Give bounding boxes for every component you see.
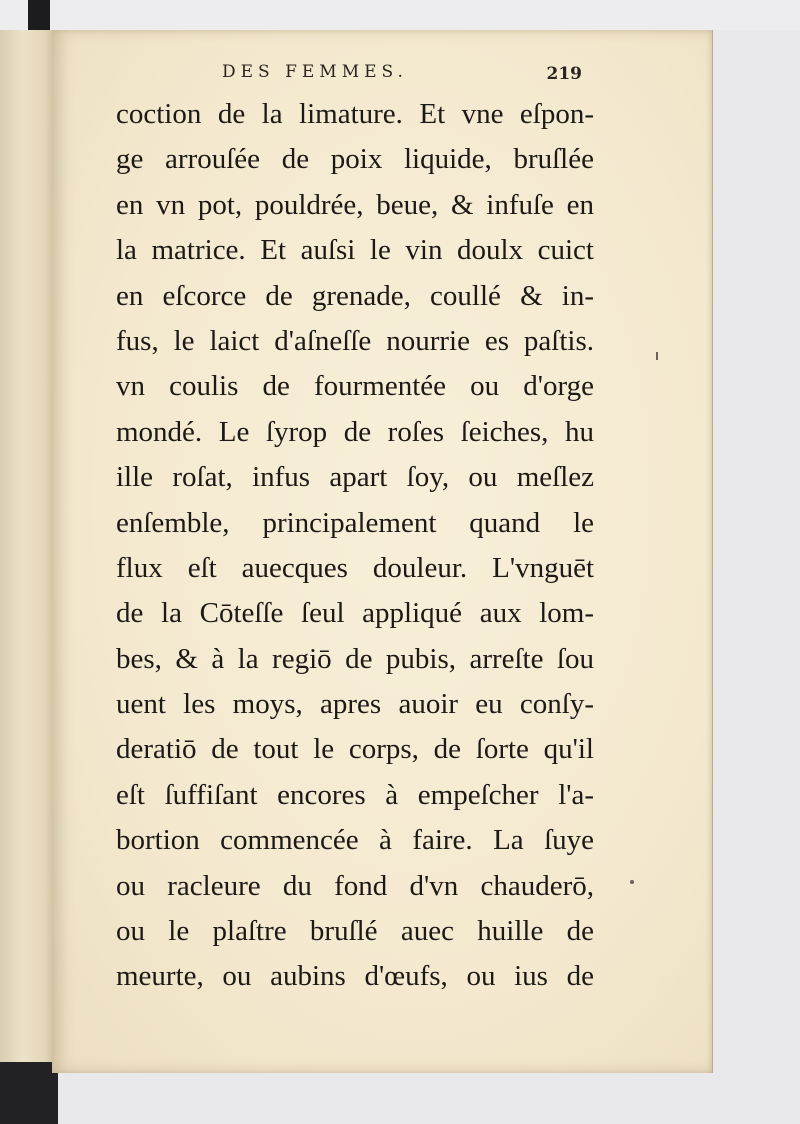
text-line: uent les moys, apres auoir eu conſy- bbox=[116, 688, 594, 721]
text-line: ou racleure du fond d'vn chauderō, bbox=[116, 869, 594, 902]
text-line: bes, & à la regiō de pubis, arreſte ſou bbox=[116, 642, 594, 675]
page-header bbox=[222, 62, 582, 90]
text-line: eſt ſuffiſant encores à empeſcher l'a- bbox=[116, 778, 594, 811]
bookmark-ribbon bbox=[28, 0, 50, 32]
text-line: de la Cōteſſe ſeul appliqué aux lom- bbox=[116, 597, 594, 630]
text-line: flux eſt auecques douleur. L'vnguēt bbox=[116, 551, 594, 584]
text-line: bortion commencée à faire. La ſuye bbox=[116, 824, 594, 857]
text-line: enſemble, principalement quand le bbox=[116, 506, 594, 539]
scan-background bbox=[0, 0, 800, 30]
text-line: en eſcorce de grenade, coullé & in- bbox=[116, 279, 594, 312]
text-line: deratiō de tout le corps, de ſorte qu'il bbox=[116, 733, 594, 766]
text-line: meurte, ou aubins d'œufs, ou ius de bbox=[116, 960, 594, 993]
text-line: ille roſat, infus apart ſoy, ou meſlez bbox=[116, 461, 594, 494]
page-number: 219 bbox=[546, 64, 582, 84]
running-head: DES FEMMES. bbox=[222, 62, 408, 82]
text-line: mondé. Le ſyrop de roſes ſeiches, hu bbox=[116, 415, 594, 448]
text-line: en vn pot, pouldrée, beue, & infuſe en bbox=[116, 188, 594, 221]
text-line: fus, le laict d'aſneſſe nourrie es paſtis. bbox=[116, 324, 594, 357]
margin-speck bbox=[630, 880, 634, 884]
margin-speck bbox=[656, 352, 658, 360]
text-line: vn coulis de fourmentée ou d'orge bbox=[116, 370, 594, 403]
text-line: ou le plaſtre bruſlé auec huille de bbox=[116, 915, 594, 948]
facing-page-edge bbox=[0, 30, 58, 1070]
body-text bbox=[116, 92, 594, 1000]
text-line: ge arrouſée de poix liquide, bruſlée bbox=[116, 143, 594, 176]
text-line: coction de la limature. Et vne eſpon- bbox=[116, 98, 594, 130]
bookmark-ribbon-end bbox=[0, 1062, 58, 1124]
text-line: la matrice. Et auſsi le vin doulx cuict bbox=[116, 234, 594, 267]
